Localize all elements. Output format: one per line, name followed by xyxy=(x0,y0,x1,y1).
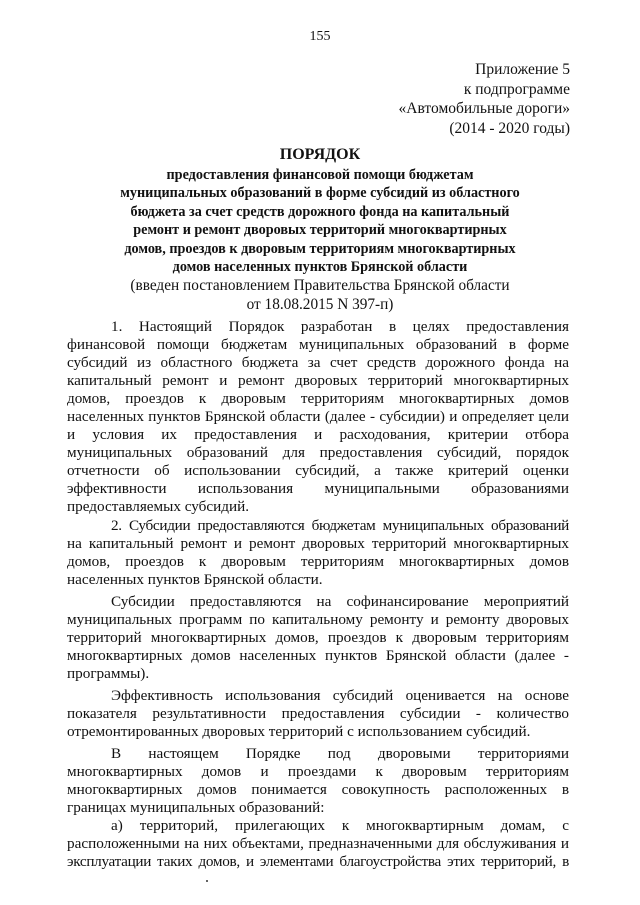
title-block xyxy=(60,146,580,314)
text-line: программы). xyxy=(67,664,150,682)
text-line: эксплуатации таких домов, и элементами благоустройства этих территорий, в xyxy=(67,853,569,871)
subtitle-line: ремонт и ремонт дворовых территорий многоквартирных xyxy=(133,222,507,239)
text-line: границах муниципальных образований: xyxy=(67,799,325,817)
paragraph-2 xyxy=(67,517,569,589)
text-line: отремонтированных дворовых территорий с использованием субсидий. xyxy=(67,723,531,741)
text-line: финансовой помощи бюджетам муниципальных образований в форме xyxy=(67,336,569,354)
text-line: многоквартирных домов населенных пунктов Брянской области (далее - xyxy=(67,646,569,664)
text-line: эффективности использования муниципальными образованиями xyxy=(67,480,569,498)
appendix-line: (2014 - 2020 годы) xyxy=(449,119,570,137)
text-line: а) территорий, прилегающих к многоквартирным домам, с xyxy=(111,817,569,835)
subtitle-line: предоставления финансовой помощи бюджетам xyxy=(166,167,474,183)
text-line: и условия их предоставления и расходования, критерии отбора xyxy=(67,426,569,444)
text-line: субсидий из областного бюджета за счет средств дорожного фонда на xyxy=(67,354,569,372)
text-line: показателя результативности предоставления субсидии - количество xyxy=(67,704,569,722)
paragraph-5 xyxy=(67,745,569,817)
text-line: муниципальных образований для предоставления субсидий, порядок xyxy=(67,444,569,462)
text-line: многоквартирных домов понимается совокупность расположенных в xyxy=(67,781,569,799)
document-body xyxy=(67,318,569,871)
text-line: многоквартирных домов и проездами к дворовым территориям xyxy=(67,763,569,781)
text-line: Субсидии предоставляются на софинансирование мероприятий xyxy=(111,592,569,610)
appendix-line: «Автомобильные дороги» xyxy=(398,100,570,117)
appendix-line: Приложение 5 xyxy=(475,61,570,78)
text-line: капитальный ремонт и ремонт дворовых территорий многоквартирных xyxy=(67,372,569,390)
text-line: В настоящем Порядке под дворовыми территориями xyxy=(111,745,569,763)
subtitle-line: домов населенных пунктов Брянской области xyxy=(172,259,468,276)
paragraph-3 xyxy=(67,593,569,683)
text-line: расположенными на них объектами, предназначенными для обслуживания и xyxy=(67,835,569,853)
text-line: Эффективность использования субсидий оценивается на основе xyxy=(111,686,569,704)
text-line: 1. Настоящий Порядок разработан в целях предоставления xyxy=(111,318,569,335)
paragraph-1 xyxy=(67,318,569,517)
appendix-block xyxy=(399,60,570,138)
text-line: 2. Субсидии предоставляются бюджетам муниципальных образований xyxy=(111,516,569,534)
document-title: ПОРЯДОК xyxy=(279,146,361,163)
text-line: предоставляемых субсидий. xyxy=(67,498,250,516)
subtitle-line: бюджета за счет средств дорожного фонда на капитальный xyxy=(130,203,510,220)
note-line: (введен постановлением Правительства Брянской области xyxy=(130,277,510,295)
text-line: домов, проездов к дворовым территориям многоквартирных домов xyxy=(67,552,569,570)
text-line: населенных пунктов Брянской области (далее - субсидии) и определяет цели xyxy=(67,408,569,426)
document-subtitle xyxy=(60,166,580,276)
text-line: отчетности об использовании субсидий, а также критерий оценки xyxy=(67,462,569,480)
note-line: от 18.08.2015 N 397-п) xyxy=(246,296,394,314)
text-line: населенных пунктов Брянской области. xyxy=(67,570,323,588)
subtitle-line: муниципальных образований в форме субсидий из областного xyxy=(120,185,520,202)
scan-speck xyxy=(206,880,208,882)
text-line: домов, проездов к дворовым территориям многоквартирных домов xyxy=(67,390,569,408)
paragraph-4 xyxy=(67,687,569,741)
text-line: территорий многоквартирных домов, проездов к дворовым территориям xyxy=(67,628,569,646)
document-note xyxy=(60,276,580,314)
paragraph-6 xyxy=(67,817,569,871)
text-line: на капитальный ремонт и ремонт дворовых территорий многоквартирных xyxy=(67,534,569,552)
appendix-line: к подпрограмме xyxy=(463,80,570,98)
text-line: муниципальных программ по капитальному ремонту и ремонту дворовых xyxy=(67,610,569,628)
subtitle-line: домов, проездов к дворовым территориям многоквартирных xyxy=(124,240,516,257)
page-number: 155 xyxy=(309,29,331,44)
